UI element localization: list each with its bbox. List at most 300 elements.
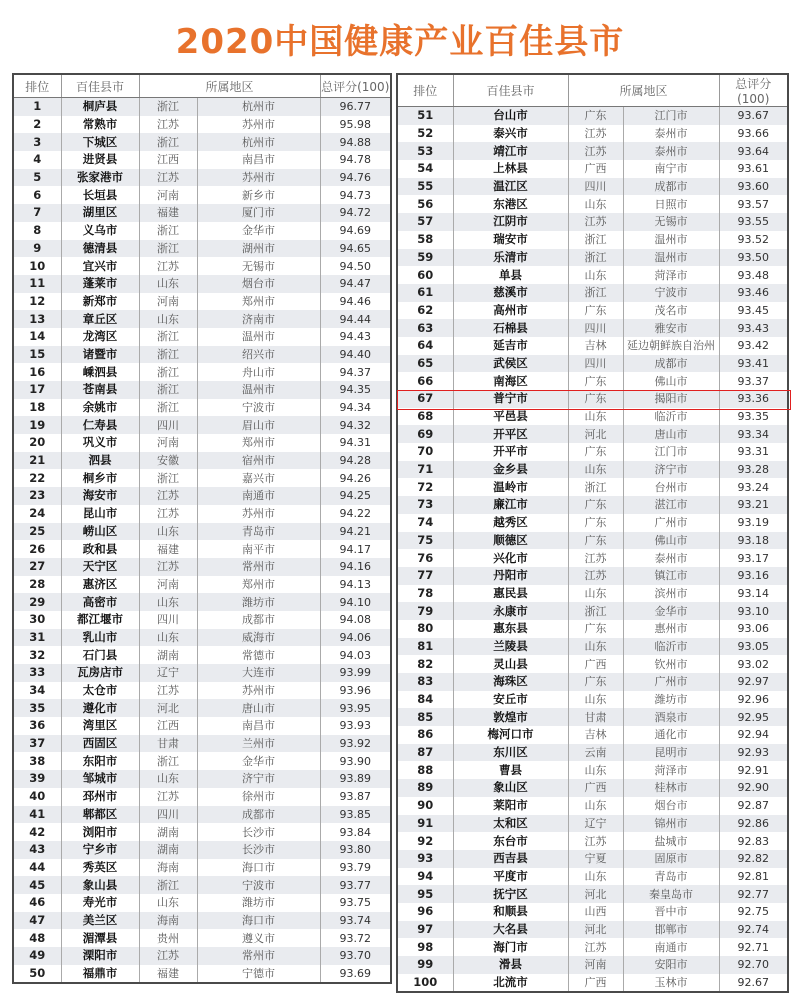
city-cell: 江门市 [623, 107, 719, 125]
table-row [398, 620, 787, 638]
score-cell: 92.83 [719, 832, 787, 850]
score-cell: 94.47 [320, 275, 390, 293]
table-row [14, 629, 390, 647]
table-row [398, 921, 787, 939]
province-cell: 江苏 [568, 567, 623, 585]
county-cell: 开平市 [453, 443, 568, 461]
table-row [14, 133, 390, 151]
table-body-right [398, 107, 787, 992]
score-cell: 93.05 [719, 638, 787, 656]
province-cell: 福建 [139, 204, 197, 222]
score-cell: 94.08 [320, 611, 390, 629]
table-row [398, 549, 787, 567]
rank-cell: 64 [398, 337, 453, 355]
rank-cell: 73 [398, 496, 453, 514]
table-row [14, 735, 390, 753]
county-cell: 桐庐县 [61, 98, 139, 116]
city-cell: 宁波市 [197, 876, 320, 894]
score-cell: 94.69 [320, 222, 390, 240]
table-row [14, 434, 390, 452]
table-row [398, 478, 787, 496]
city-cell: 湖州市 [197, 240, 320, 258]
city-cell: 江门市 [623, 443, 719, 461]
county-cell: 普宁市 [453, 390, 568, 408]
province-cell: 云南 [568, 744, 623, 762]
score-cell: 93.37 [719, 372, 787, 390]
table-row [398, 850, 787, 868]
province-cell: 辽宁 [139, 664, 197, 682]
county-cell: 泗县 [61, 452, 139, 470]
table-row [398, 602, 787, 620]
city-cell: 长沙市 [197, 841, 320, 859]
county-cell: 兰陵县 [453, 638, 568, 656]
table-row [398, 761, 787, 779]
province-cell: 海南 [139, 859, 197, 877]
rank-cell: 63 [398, 319, 453, 337]
county-cell: 昆山市 [61, 505, 139, 523]
score-cell: 93.42 [719, 337, 787, 355]
city-cell: 烟台市 [197, 275, 320, 293]
rank-cell: 11 [14, 275, 61, 293]
county-cell: 惠东县 [453, 620, 568, 638]
rank-cell: 91 [398, 815, 453, 833]
county-cell: 仁寿县 [61, 416, 139, 434]
county-cell: 太和区 [453, 815, 568, 833]
province-cell: 浙江 [139, 98, 197, 116]
rank-cell: 48 [14, 929, 61, 947]
table-row [14, 823, 390, 841]
score-cell: 93.48 [719, 266, 787, 284]
table-row [398, 390, 787, 408]
rank-cell: 34 [14, 682, 61, 700]
header-rank: 排位 [398, 75, 453, 107]
province-cell: 广东 [568, 372, 623, 390]
city-cell: 揭阳市 [623, 390, 719, 408]
county-cell: 泰兴市 [453, 125, 568, 143]
county-cell: 西吉县 [453, 850, 568, 868]
county-cell: 平度市 [453, 868, 568, 886]
table-row [398, 142, 787, 160]
score-cell: 94.28 [320, 452, 390, 470]
city-cell: 徐州市 [197, 788, 320, 806]
header-region: 所属地区 [568, 75, 719, 107]
table-row [14, 310, 390, 328]
rank-cell: 7 [14, 204, 61, 222]
county-cell: 莱阳市 [453, 797, 568, 815]
table-row [14, 186, 390, 204]
table-row [398, 213, 787, 231]
score-cell: 93.79 [320, 859, 390, 877]
county-cell: 遵化市 [61, 699, 139, 717]
rank-cell: 76 [398, 549, 453, 567]
table-row [398, 655, 787, 673]
city-cell: 潍坊市 [197, 894, 320, 912]
province-cell: 江苏 [568, 938, 623, 956]
score-cell: 94.21 [320, 523, 390, 541]
city-cell: 常州市 [197, 558, 320, 576]
province-cell: 山东 [139, 523, 197, 541]
rank-cell: 51 [398, 107, 453, 125]
province-cell: 浙江 [139, 752, 197, 770]
rank-cell: 87 [398, 744, 453, 762]
table-row [14, 116, 390, 134]
rank-cell: 97 [398, 921, 453, 939]
county-cell: 湄潭县 [61, 929, 139, 947]
ranking-table-left [12, 73, 392, 984]
city-cell: 临沂市 [623, 638, 719, 656]
province-cell: 山东 [139, 593, 197, 611]
rank-cell: 16 [14, 363, 61, 381]
rank-cell: 84 [398, 691, 453, 709]
county-cell: 海安市 [61, 487, 139, 505]
county-cell: 梅河口市 [453, 726, 568, 744]
table-row [14, 293, 390, 311]
city-cell: 金华市 [623, 602, 719, 620]
county-cell: 曹县 [453, 761, 568, 779]
rank-cell: 6 [14, 186, 61, 204]
score-cell: 93.67 [719, 107, 787, 125]
county-cell: 灵山县 [453, 655, 568, 673]
city-cell: 眉山市 [197, 416, 320, 434]
county-cell: 安丘市 [453, 691, 568, 709]
province-cell: 山东 [139, 310, 197, 328]
city-cell: 兰州市 [197, 735, 320, 753]
province-cell: 江苏 [139, 487, 197, 505]
table-row [14, 717, 390, 735]
rank-cell: 9 [14, 240, 61, 258]
table-row [398, 974, 787, 992]
province-cell: 河南 [139, 434, 197, 452]
county-cell: 寿光市 [61, 894, 139, 912]
score-cell: 93.74 [320, 912, 390, 930]
province-cell: 浙江 [568, 602, 623, 620]
city-cell: 大连市 [197, 664, 320, 682]
table-row [398, 956, 787, 974]
county-cell: 丹阳市 [453, 567, 568, 585]
city-cell: 延边朝鲜族自治州 [623, 337, 719, 355]
city-cell: 成都市 [197, 806, 320, 824]
county-cell: 崂山区 [61, 523, 139, 541]
city-cell: 锦州市 [623, 815, 719, 833]
rank-cell: 19 [14, 416, 61, 434]
score-cell: 93.93 [320, 717, 390, 735]
rank-cell: 56 [398, 195, 453, 213]
county-cell: 新郑市 [61, 293, 139, 311]
rank-cell: 40 [14, 788, 61, 806]
city-cell: 温州市 [623, 249, 719, 267]
county-cell: 单县 [453, 266, 568, 284]
rank-cell: 61 [398, 284, 453, 302]
score-cell: 94.13 [320, 576, 390, 594]
province-cell: 浙江 [139, 222, 197, 240]
province-cell: 江苏 [139, 947, 197, 965]
rank-cell: 2 [14, 116, 61, 134]
county-cell: 石门县 [61, 646, 139, 664]
county-cell: 象山区 [453, 779, 568, 797]
city-cell: 杭州市 [197, 133, 320, 151]
score-cell: 94.43 [320, 328, 390, 346]
county-cell: 高州市 [453, 302, 568, 320]
table-row [14, 646, 390, 664]
rank-cell: 65 [398, 355, 453, 373]
province-cell: 浙江 [139, 240, 197, 258]
table-row [398, 461, 787, 479]
score-cell: 94.50 [320, 257, 390, 275]
province-cell: 山东 [568, 266, 623, 284]
rank-cell: 90 [398, 797, 453, 815]
county-cell: 平邑县 [453, 408, 568, 426]
score-cell: 95.98 [320, 116, 390, 134]
county-cell: 湖里区 [61, 204, 139, 222]
county-cell: 西固区 [61, 735, 139, 753]
score-cell: 92.74 [719, 921, 787, 939]
rank-cell: 27 [14, 558, 61, 576]
table-row [14, 876, 390, 894]
score-cell: 93.52 [719, 231, 787, 249]
city-cell: 无锡市 [623, 213, 719, 231]
county-cell: 永康市 [453, 602, 568, 620]
header-county: 百佳县市 [453, 75, 568, 107]
table-body-left [14, 98, 390, 983]
city-cell: 桂林市 [623, 779, 719, 797]
province-cell: 广西 [568, 779, 623, 797]
rank-cell: 54 [398, 160, 453, 178]
city-cell: 安阳市 [623, 956, 719, 974]
county-cell: 溧阳市 [61, 947, 139, 965]
province-cell: 江苏 [568, 125, 623, 143]
county-cell: 龙湾区 [61, 328, 139, 346]
table-row [14, 416, 390, 434]
score-cell: 93.89 [320, 770, 390, 788]
city-cell: 镇江市 [623, 567, 719, 585]
score-cell: 94.34 [320, 399, 390, 417]
county-cell: 开平区 [453, 425, 568, 443]
province-cell: 浙江 [568, 231, 623, 249]
province-cell: 山东 [568, 868, 623, 886]
score-cell: 94.73 [320, 186, 390, 204]
province-cell: 四川 [139, 416, 197, 434]
city-cell: 青岛市 [197, 523, 320, 541]
score-cell: 94.78 [320, 151, 390, 169]
city-cell: 南宁市 [623, 160, 719, 178]
table-row [14, 806, 390, 824]
rank-cell: 46 [14, 894, 61, 912]
table-row [398, 638, 787, 656]
table-row [14, 363, 390, 381]
county-cell: 靖江市 [453, 142, 568, 160]
county-cell: 蓬莱市 [61, 275, 139, 293]
rank-cell: 57 [398, 213, 453, 231]
province-cell: 江苏 [568, 213, 623, 231]
county-cell: 海珠区 [453, 673, 568, 691]
province-cell: 山东 [139, 894, 197, 912]
city-cell: 舟山市 [197, 363, 320, 381]
province-cell: 广西 [568, 160, 623, 178]
county-cell: 诸暨市 [61, 346, 139, 364]
county-cell: 桐乡市 [61, 469, 139, 487]
rank-cell: 79 [398, 602, 453, 620]
table-row [14, 841, 390, 859]
header-rank: 排位 [14, 75, 61, 98]
city-cell: 苏州市 [197, 116, 320, 134]
rank-cell: 96 [398, 903, 453, 921]
county-cell: 越秀区 [453, 514, 568, 532]
table-row [14, 682, 390, 700]
city-cell: 邯郸市 [623, 921, 719, 939]
city-cell: 济宁市 [197, 770, 320, 788]
province-cell: 贵州 [139, 929, 197, 947]
score-cell: 94.32 [320, 416, 390, 434]
table-row [14, 204, 390, 222]
county-cell: 慈溪市 [453, 284, 568, 302]
score-cell: 92.87 [719, 797, 787, 815]
city-cell: 茂名市 [623, 302, 719, 320]
table-row [14, 328, 390, 346]
rank-cell: 32 [14, 646, 61, 664]
province-cell: 广西 [568, 655, 623, 673]
county-cell: 温岭市 [453, 478, 568, 496]
page-title: 2020中国健康产业百佳县市 [175, 22, 625, 62]
rank-cell: 55 [398, 178, 453, 196]
city-cell: 郑州市 [197, 434, 320, 452]
county-cell: 南海区 [453, 372, 568, 390]
score-cell: 93.61 [719, 160, 787, 178]
table-row [14, 929, 390, 947]
province-cell: 广东 [568, 532, 623, 550]
rank-cell: 1 [14, 98, 61, 116]
county-cell: 进贤县 [61, 151, 139, 169]
city-cell: 烟台市 [623, 797, 719, 815]
rank-cell: 67 [398, 390, 453, 408]
rank-cell: 89 [398, 779, 453, 797]
county-cell: 义乌市 [61, 222, 139, 240]
table-row [398, 832, 787, 850]
rank-cell: 22 [14, 469, 61, 487]
rank-cell: 62 [398, 302, 453, 320]
province-cell: 浙江 [568, 249, 623, 267]
county-cell: 东阳市 [61, 752, 139, 770]
county-cell: 惠民县 [453, 585, 568, 603]
province-cell: 甘肃 [568, 708, 623, 726]
city-cell: 青岛市 [623, 868, 719, 886]
city-cell: 常州市 [197, 947, 320, 965]
table-row [398, 160, 787, 178]
county-cell: 常熟市 [61, 116, 139, 134]
city-cell: 杭州市 [197, 98, 320, 116]
rank-cell: 20 [14, 434, 61, 452]
city-cell: 宁波市 [197, 399, 320, 417]
province-cell: 福建 [139, 540, 197, 558]
rank-cell: 44 [14, 859, 61, 877]
score-cell: 93.85 [320, 806, 390, 824]
county-cell: 长垣县 [61, 186, 139, 204]
county-cell: 上林县 [453, 160, 568, 178]
county-cell: 宜兴市 [61, 257, 139, 275]
province-cell: 江苏 [568, 142, 623, 160]
rank-cell: 93 [398, 850, 453, 868]
province-cell: 江苏 [139, 682, 197, 700]
city-cell: 潍坊市 [197, 593, 320, 611]
rank-cell: 39 [14, 770, 61, 788]
city-cell: 广州市 [623, 673, 719, 691]
province-cell: 浙江 [568, 284, 623, 302]
province-cell: 浙江 [139, 876, 197, 894]
province-cell: 广东 [568, 443, 623, 461]
city-cell: 菏泽市 [623, 266, 719, 284]
table-row [14, 788, 390, 806]
province-cell: 河北 [568, 885, 623, 903]
table-row [398, 443, 787, 461]
table-row [398, 815, 787, 833]
header-score: 总评分(100) [719, 75, 787, 107]
city-cell: 盐城市 [623, 832, 719, 850]
city-cell: 威海市 [197, 629, 320, 647]
rank-cell: 5 [14, 169, 61, 187]
rank-cell: 24 [14, 505, 61, 523]
table-row [398, 284, 787, 302]
city-cell: 成都市 [623, 355, 719, 373]
score-cell: 93.84 [320, 823, 390, 841]
city-cell: 佛山市 [623, 532, 719, 550]
province-cell: 山东 [568, 638, 623, 656]
city-cell: 嘉兴市 [197, 469, 320, 487]
rank-cell: 38 [14, 752, 61, 770]
county-cell: 邹城市 [61, 770, 139, 788]
province-cell: 广东 [568, 107, 623, 125]
rank-cell: 29 [14, 593, 61, 611]
city-cell: 成都市 [197, 611, 320, 629]
score-cell: 94.25 [320, 487, 390, 505]
table-row [14, 452, 390, 470]
table-row [398, 372, 787, 390]
province-cell: 江苏 [139, 505, 197, 523]
table-row [398, 302, 787, 320]
province-cell: 江苏 [139, 558, 197, 576]
header-county: 百佳县市 [61, 75, 139, 98]
table-row [14, 240, 390, 258]
county-cell: 延吉市 [453, 337, 568, 355]
rank-cell: 42 [14, 823, 61, 841]
table-row [398, 885, 787, 903]
county-cell: 浏阳市 [61, 823, 139, 841]
province-cell: 河南 [139, 186, 197, 204]
rank-cell: 100 [398, 974, 453, 992]
city-cell: 泰州市 [623, 125, 719, 143]
county-cell: 高密市 [61, 593, 139, 611]
table-row [398, 938, 787, 956]
table-row [14, 505, 390, 523]
county-cell: 宁乡市 [61, 841, 139, 859]
rank-cell: 26 [14, 540, 61, 558]
table-header-row [398, 75, 787, 107]
province-cell: 河南 [568, 956, 623, 974]
province-cell: 江苏 [139, 116, 197, 134]
province-cell: 河北 [568, 921, 623, 939]
county-cell: 太仓市 [61, 682, 139, 700]
rank-cell: 45 [14, 876, 61, 894]
rank-cell: 82 [398, 655, 453, 673]
table-row [398, 585, 787, 603]
city-cell: 温州市 [197, 328, 320, 346]
rank-cell: 52 [398, 125, 453, 143]
score-cell: 92.90 [719, 779, 787, 797]
county-cell: 巩义市 [61, 434, 139, 452]
county-cell: 瓦房店市 [61, 664, 139, 682]
county-cell: 海门市 [453, 938, 568, 956]
table-row [14, 576, 390, 594]
county-cell: 天宁区 [61, 558, 139, 576]
score-cell: 93.90 [320, 752, 390, 770]
